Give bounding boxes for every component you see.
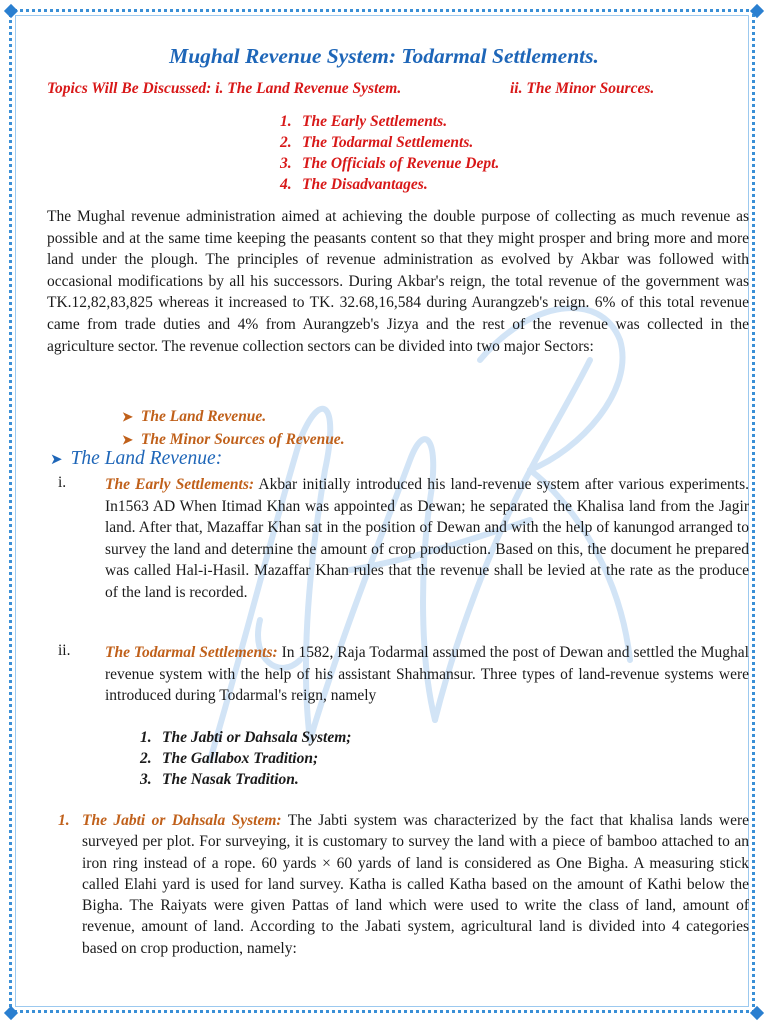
section-lead: The Jabti or Dahsala System:: [82, 812, 282, 829]
intro-paragraph: The Mughal revenue administration aimed at achieving the double purpose of collecting as much revenue as possible and at the same time keeping the peasants content so that they might prosper and bring more and more land under the plough. The principles of revenue administration as evolved by Akbar was followed with occasional modifications by all his successors. During Akbar's reign, the total revenue of the government was TK.12,82,83,825 whereas it increased to TK. 32.68,16,584 during Aurangzeb's reign. 6% of this total revenue came from trade duties and 4% from Aurangzeb's Jizya and the rest of the revenue was collected in the agriculture sector. The revenue collection sectors can be divided into two major Sectors:: [47, 208, 749, 355]
page-title: Mughal Revenue System: Todarmal Settlements.: [169, 44, 599, 68]
sector-list: [122, 405, 345, 451]
topic-list: [280, 111, 499, 195]
topics-part-2: ii. The Minor Sources.: [510, 80, 655, 97]
list-item: 3. The Nasak Tradition.: [140, 771, 299, 788]
arrow-bullet-icon: ➤: [122, 409, 133, 424]
early-settlements-paragraph: The Early Settlements: Akbar initially introduced his land-revenue system after various experiments. In1563 AD When Itimad Khan was appointed as Dewan; he separated the Khalisa land from the Jagir land. After that, Mazaffar Khan sat in the position of Dewan and with the help of kanungod arranged to survey the land and determine the amount of crop production. Based on this, the document he prepared was called Hal-i-Hasil. Mazaffar Khan rules that the revenue shall be levied at the rate as the produce of the land is recorded.: [105, 476, 749, 601]
list-item: ➤ The Minor Sources of Revenue.: [122, 431, 345, 448]
topics-part-1: Topics Will Be Discussed: i. The Land Revenue System.: [47, 80, 402, 97]
list-item: 2. The Gallabox Tradition;: [140, 750, 319, 767]
list-item: 4. The Disadvantages.: [280, 176, 428, 193]
systems-list: [140, 727, 351, 790]
roman-numeral: i.: [58, 474, 67, 491]
roman-numeral: ii.: [58, 642, 71, 659]
list-item: 2. The Todarmal Settlements.: [280, 134, 474, 151]
jabti-system-paragraph: 1. The Jabti or Dahsala System: The Jabti system was characterized by the fact that khalisa lands were surveyed per plot. For surveying, it is customary to survey the land with a piece of bamboo attached to an iron ring instead of a rope. 60 yards × 60 yards of land is considered as One Bigha. A measuring stick called Elahi yard is used for land survey. Katha is called Katha based on the amount of Kathi below the Bigha. The Raiyats were given Pattas of land which were used to write the class of land, amount of revenue, amount of land. According to the Jabati system, agricultural land is divided into 4 categories based on crop production, namely:: [58, 812, 749, 957]
todarmal-settlements-paragraph: The Todarmal Settlements: In 1582, Raja Todarmal assumed the post of Dewan and settled the Mughal revenue system with the help of his assistant Shahmansur. Three types of land-revenue systems were introduced during Todarmal's reign, namely: [105, 644, 749, 705]
item-number: 1.: [58, 812, 70, 829]
section-lead: The Early Settlements:: [105, 476, 255, 493]
list-item: 1. The Jabti or Dahsala System;: [140, 729, 352, 746]
arrow-bullet-icon: ➤: [50, 452, 63, 468]
arrow-bullet-icon: ➤: [122, 432, 133, 447]
list-item: ➤ The Land Revenue.: [122, 408, 267, 425]
topics-line: [47, 80, 655, 98]
section-lead: The Todarmal Settlements:: [105, 644, 278, 661]
land-revenue-heading: ➤ The Land Revenue:: [50, 448, 223, 469]
list-item: 3. The Officials of Revenue Dept.: [280, 155, 500, 172]
list-item: 1. The Early Settlements.: [280, 113, 448, 130]
